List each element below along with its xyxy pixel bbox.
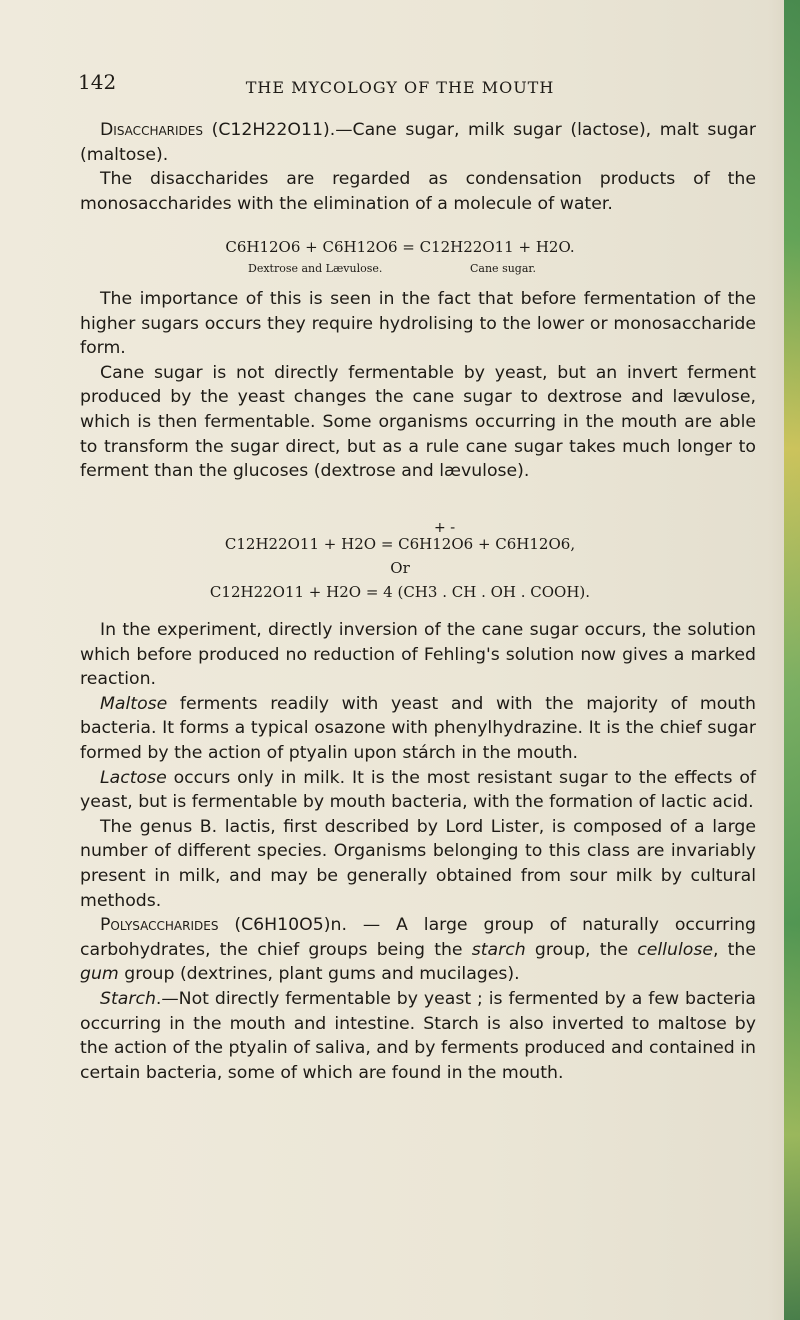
running-header xyxy=(0,70,800,110)
running-title: THE MYCOLOGY OF THE MOUTH xyxy=(245,78,555,97)
paragraph-maltose xyxy=(80,692,756,766)
italic-lead: Lactose xyxy=(100,767,167,788)
text-block-2 xyxy=(80,287,756,484)
italic-term: gum xyxy=(80,964,119,985)
section-lead: Disaccharides xyxy=(100,120,203,140)
paragraph-text: .—Not directly fermentable by yeast ; is fermented by a few bacteria occurring in the mouth and intestine. Starch is also inverted to maltose by the action of the ptyalin of saliva, and by ferments produced and contained in certain bacteria, some of which are found in the mouth. xyxy=(80,988,756,1083)
equation-charge-signs: + - xyxy=(434,520,456,536)
paragraph-text: .—Cane sugar, milk sugar (lactose), malt sugar (maltose). xyxy=(80,120,756,165)
paragraph-starch xyxy=(80,987,756,1085)
italic-term: cellulose xyxy=(637,939,713,960)
paragraph-polysaccharides xyxy=(80,913,756,987)
formula: (C12H22O11) xyxy=(211,120,330,140)
equation-caption-right: Cane sugar. xyxy=(470,262,536,275)
page-edge xyxy=(784,0,800,1320)
italic-term: starch xyxy=(471,939,526,960)
paragraph-text: occurs only in milk. It is the most resistant sugar to the effects of yeast, but is fermentable by mouth bacteria, with the formation of lactic acid. xyxy=(80,767,756,813)
equation-2-or: Or xyxy=(390,559,410,577)
paragraph: The genus B. lactis, first described by Lord Lister, is composed of a large number of different species. Organisms belonging to this class are invariably present in milk, and may be generally obtained from sour milk by cultural methods. xyxy=(80,816,756,911)
text-block-3 xyxy=(80,618,756,1085)
equation-2-line-2: C12H22O11 + H2O = 4 (CH3 . CH . OH . COOH). xyxy=(209,583,591,601)
paragraph: In the experiment, directly inversion of the cane sugar occurs, the solution which before produced no reduction of Fehling's solution now gives a marked reaction. xyxy=(80,620,756,690)
paragraph-text: group (dextrines, plant gums and mucilages). xyxy=(118,964,520,985)
italic-lead: Maltose xyxy=(100,693,168,714)
formula: (C6H10O5)n. xyxy=(234,915,347,936)
text-block-1 xyxy=(80,118,756,216)
paragraph: The disaccharides are regarded as condensation products of the monosaccharides with the elimination of a molecule of water. xyxy=(80,169,756,214)
italic-lead: Starch xyxy=(100,988,156,1009)
section-lead: Polysaccharides xyxy=(100,915,219,936)
page-number: 142 xyxy=(78,70,117,94)
paragraph: Cane sugar is not directly fermentable by yeast, but an invert ferment produced by the yeast changes the cane sugar to dextrose and lævulose, which is then fermentable. Some organisms occurring in the mouth are able to transform the sugar direct, but as a rule cane sugar takes much longer to ferment than the glucoses (dextrose and lævulose). xyxy=(80,362,756,482)
equation-1: C6H12O6 + C6H12O6 = C12H22O11 + H2O. xyxy=(225,238,575,256)
paragraph-text: , the xyxy=(712,939,756,960)
paragraph-text: — A large group of naturally occurring carbohydrates, the chief groups being the xyxy=(80,915,756,960)
paragraph-disaccharides xyxy=(80,118,756,167)
paragraph-text: ferments readily with yeast and with the majority of mouth bacteria. It forms a typical osazone with phenylhydrazine. It is the chief sugar formed by the action of ptyalin upon stárch in the mouth. xyxy=(80,693,756,763)
paragraph: The importance of this is seen in the fact that before fermentation of the higher sugars occurs they require hydrolising to the lower or monosaccharide form. xyxy=(80,289,756,359)
equation-2-line-1: C12H22O11 + H2O = C6H12O6 + C6H12O6, xyxy=(224,535,576,553)
paragraph-text: group, the xyxy=(525,939,638,960)
equation-caption-left: Dextrose and Lævulose. xyxy=(248,262,383,275)
paragraph-lactose xyxy=(80,766,756,815)
